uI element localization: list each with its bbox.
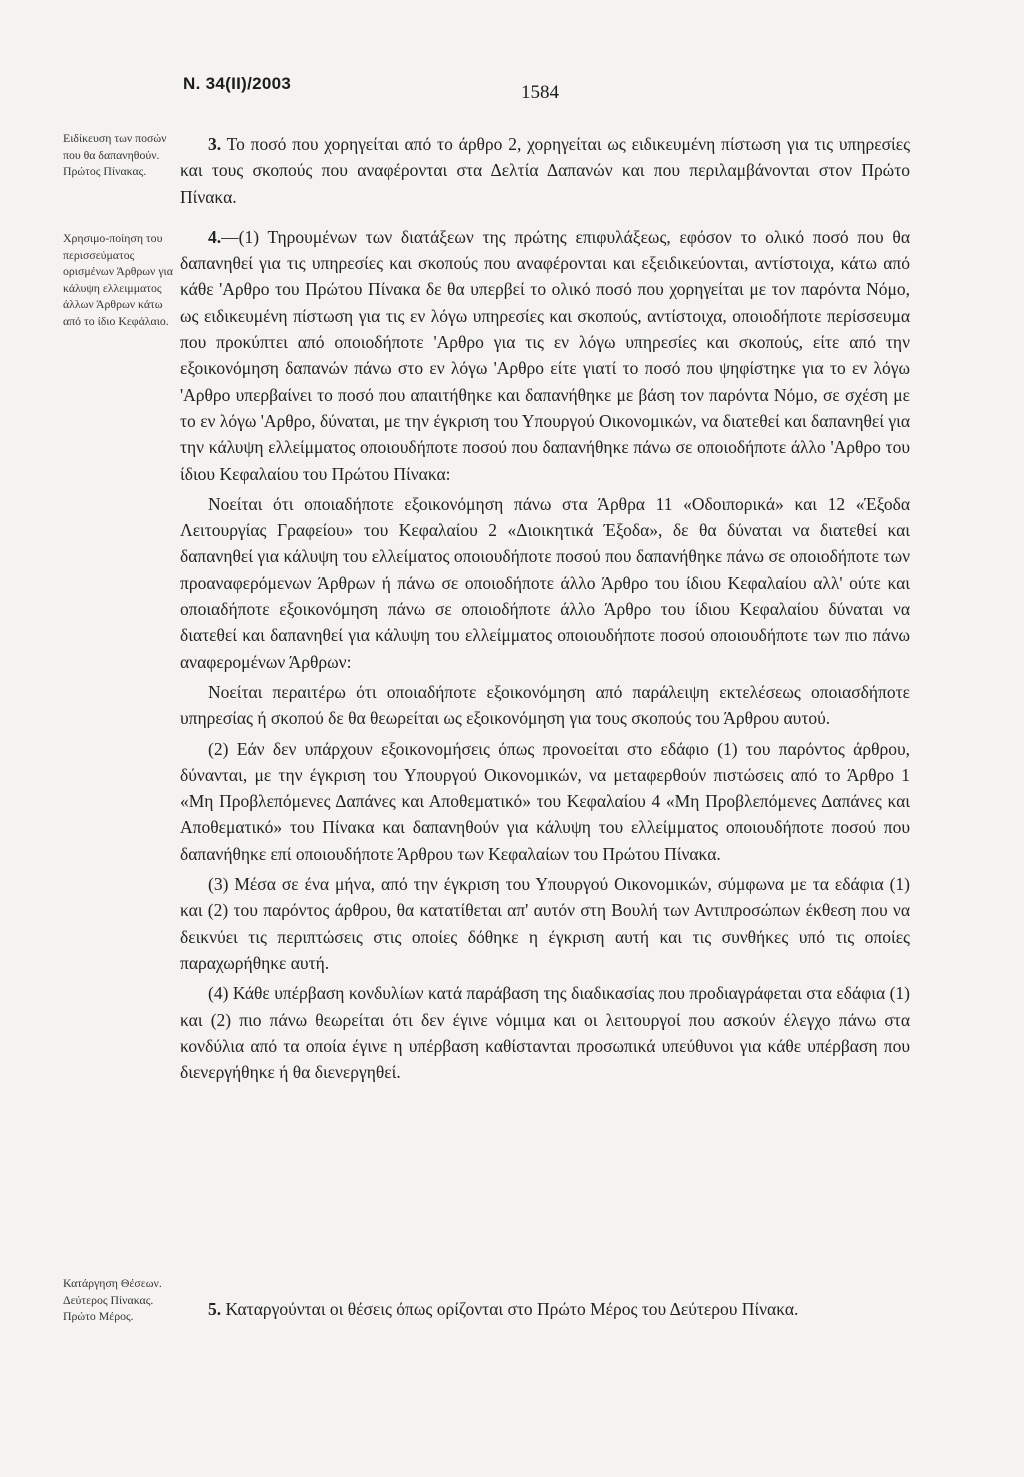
section-4-subsection-4: (4) Κάθε υπέρβαση κονδυλίων κατά παράβαση της διαδικασίας που προδιαγράφεται στα εδάφια (1) και (2) πιο πάνω θεωρείται ότι δεν έγινε νόμιμα και οι λειτουργοί που ασκούν έλεγχο πάνω στα κονδύλια από τα οποία έγινε η υπέρβαση καθίστανται προσωπικά υπεύθυνοι για κάθε υπέρβαση που διενεργήθηκε ή θα διενεργηθεί. [180,983,910,1083]
section-4-subsection-3: (3) Μέσα σε ένα μήνα, από την έγκριση του Υπουργού Οικονομικών, σύμφωνα με τα εδάφια (1) και (2) του παρόντος άρθρου, θα κατατίθεται απ' αυτόν στη Βουλή των Αντιπροσώπων έκθεση που να δεικνύει τις περιπτώσεις στις οποίες δόθηκε η έγκριση αυτή και τις συνθήκες υπό τις οποίες παραχωρήθηκε αυτή. [180,874,910,973]
section-number: 4. [208,226,222,247]
section-4-subsection-2: (2) Εάν δεν υπάρχουν εξοικονομήσεις όπως προνοείται στο εδάφιο (1) του παρόντος άρθρου, δύνανται, με την έγκριση του Υπουργού Οικονομικών, να μεταφερθούν πιστώσεις από το Άρθρο 1 «Μη Προβλεπόμενες Δαπάνες και Αποθεματικό» του Κεφαλαίου 4 «Μη Προβλεπόμενες Δαπάνες και Αποθεματικό» του Πίνακα και δαπανηθούν για κάλυψη του ελλείμματος οποιουδήποτε ποσού που δαπανήθηκε επί οποιουδήποτε Άρθρου των Κεφαλαίων του Πρώτου Πίνακα. [180,738,910,864]
section-4-proviso-2: Νοείται περαιτέρω ότι οποιαδήποτε εξοικονόμηση από παράλειψη εκτελέσεως οποιασδήποτε υπηρεσίας ή σκοπού δε θα θεωρείται ως εξοικονόμηση για τους σκοπούς του Άρθρου αυτού. [180,681,910,729]
margin-note-specification: Ειδίκευση των ποσών που θα δαπανηθούν. Πρώτος Πίνακας. [63,131,167,178]
margin-note-abolition: Κατάργηση Θέσεων. Δεύτερος Πίνακας. Πρώτο Μέρος. [63,1276,162,1323]
section-4-subsection-1 [180,224,910,487]
section-text: Το ποσό που χορηγείται από το άρθρο 2, χορηγείται ως ειδικευμένη πίστωση για τις υπηρεσίες και τους σκοπούς που αναφέρονται στα Δελτία Δαπανών και που περιλαμβάνονται στον Πρώτο Πίνακα. [180,134,911,207]
section-5 [180,1296,910,1322]
page-number: 1584 [521,82,559,103]
section-3 [180,131,910,210]
section-number: 3. [208,134,222,154]
section-number: 5. [208,1299,222,1319]
section-text: Καταργούνται οι θέσεις όπως ορίζονται στο Πρώτο Μέρος του Δεύτερου Πίνακα. [225,1299,799,1319]
article-body [180,131,910,1085]
section-text: —(1) Τηρουμένων των διατάξεων της πρώτης επιφυλάξεως, εφόσον το ολικό ποσό που θα δαπανηθεί για τις υπηρεσίες και σκοπούς που αναφέρονται και εξειδικεύονται, αντίστοιχα, κάτω από κάθε 'Αρθρο του Πρώτου Πίνακα δε θα υπερβεί το ολικό ποσό που χορηγείται με τον παρόντα Νόμο, ως ειδικευμένη πίστωση για τις εν λόγω υπηρεσίες και σκοπούς, αντίστοιχα, οποιοδήποτε περίσσευμα που προκύπτει από οποιοδήποτε 'Αρθρο για τις εν λόγω υπηρεσίες και σκοπούς, είτε από την εξοικονόμηση δαπανών πάνω στο εν λόγω 'Αρθρο είτε γιατί το ποσό που ψηφίστηκε για το εν λόγω 'Αρθρο υπερβαίνει το ποσό που απαιτήθηκε και δαπανήθηκε με βάση τον παρόντα Νόμο, σε σχέση με το εν λόγω 'Αρθρο, δύναται, με την έγκριση του Υπουργού Οικονομικών, να διατεθεί και δαπανηθεί για την κάλυψη ελλείμματος οποιουδήποτε ποσού που δαπανήθηκε πάνω σε οποιοδήποτε άλλο 'Αρθρο του ίδιου Κεφαλαίου του Πρώτου Πίνακα: [180,226,910,484]
margin-note-surplus-use: Χρησιμο-ποίηση του περισσεύματος ορισμένων Άρθρων για κάλυψη ελλειμματος άλλων Άρθρων κάτω από το ίδιο Κεφάλαιο. [63,231,173,328]
section-4-proviso-1: Νοείται ότι οποιαδήποτε εξοικονόμηση πάνω στα Άρθρα 11 «Οδοιπορικά» και 12 «Έξοδα Λειτουργίας Γραφείου» του Κεφαλαίου 2 «Διοικητικά Έξοδα», δε θα δύναται να διατεθεί και δαπανηθεί για κάλυψη του ελλείματος οποιουδήποτε ποσού που δαπανήθηκε πάνω σε οποιοδήποτε των προαναφερόμενων Άρθρων ή πάνω σε οποιοδήποτε άλλο Άρθρο του ίδιου Κεφαλαίου αλλ' ούτε και οποιαδήποτε εξοικονόμηση πάνω σε οποιοδήποτε άλλο Άρθρο του ίδιου Κεφαλαίου δύναται να διατεθεί και δαπανηθεί για κάλυψη του ελλείμματος οποιουδήποτε ποσού οποιουδήποτε των πιο πάνω αναφερομένων Άρθρων: [180,493,910,672]
law-number: Ν. 34(ΙΙ)/2003 [183,74,292,93]
